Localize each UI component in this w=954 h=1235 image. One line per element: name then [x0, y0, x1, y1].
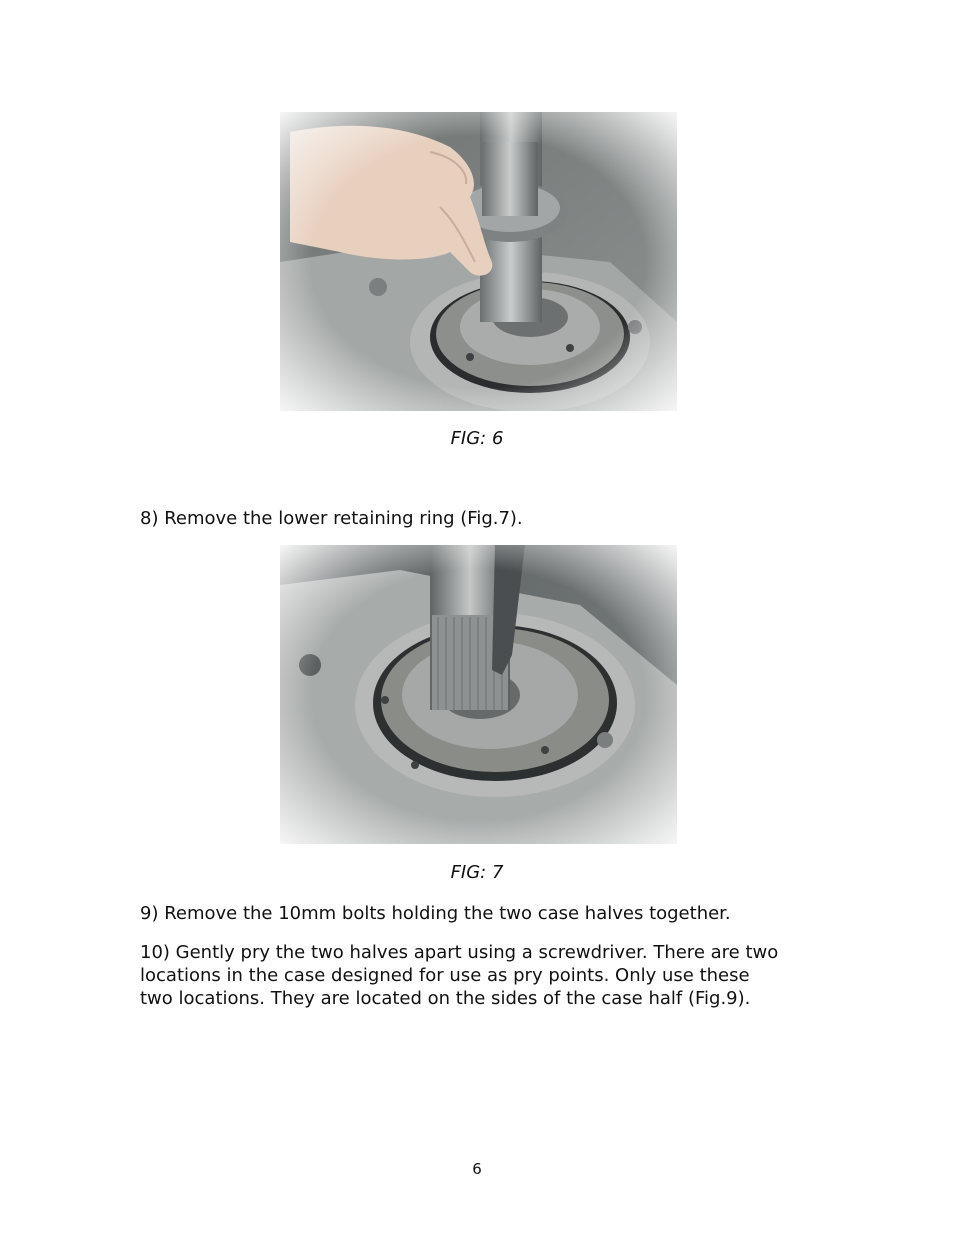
step-8-text: 8) Remove the lower retaining ring (Fig.7).	[140, 508, 523, 529]
step-10-line-3: two locations. They are located on the sides of the case half (Fig.9).	[140, 988, 751, 1009]
step-10-line-2: locations in the case designed for use as pry points. Only use these	[140, 965, 750, 986]
figure-6-photo	[280, 112, 677, 411]
figure-6-caption: FIG: 6	[450, 428, 504, 449]
page-number: 6	[472, 1160, 482, 1178]
retaining-ring-photo	[280, 545, 677, 844]
figure-7-caption: FIG: 7	[450, 862, 504, 883]
step-10-line-1: 10) Gently pry the two halves apart using a screwdriver. There are two	[140, 942, 779, 963]
step-10-text	[140, 941, 830, 1010]
gear-shaft-photo	[280, 112, 677, 411]
figure-7-photo	[280, 545, 677, 844]
step-9-text: 9) Remove the 10mm bolts holding the two case halves together.	[140, 903, 731, 924]
